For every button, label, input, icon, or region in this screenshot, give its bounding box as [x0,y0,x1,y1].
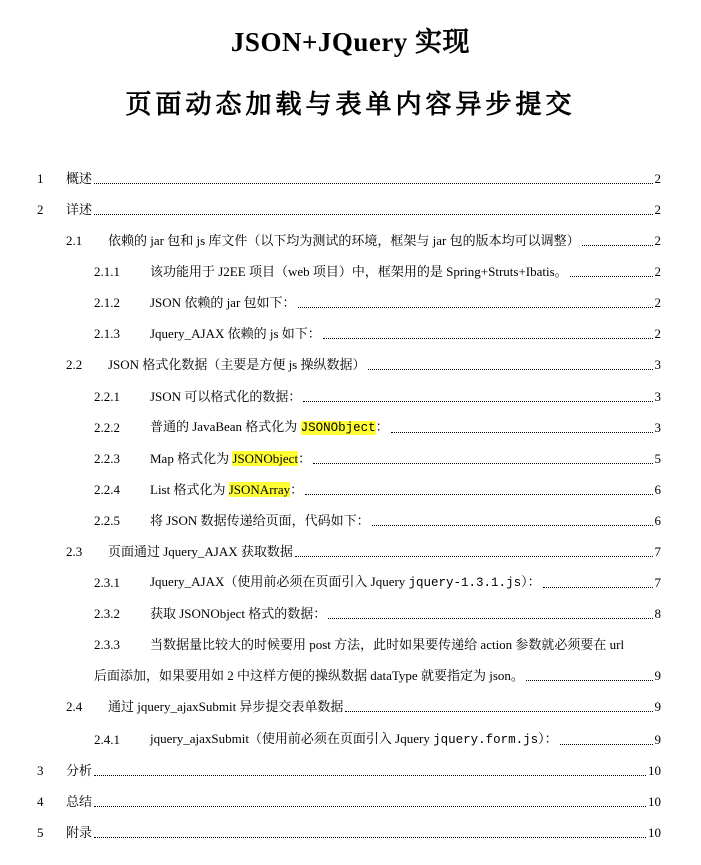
toc-text-part: ： [290,482,304,497]
toc-number: 2.2.4 [94,482,120,497]
toc-text-part: jquery_ajaxSubmit（使用前必须在页面引入 Jquery [150,731,434,746]
toc-page-number: 9 [654,732,661,747]
toc-entry-2-3-2[interactable] [94,605,661,623]
toc-page-number: 2 [654,295,661,310]
toc-text-part: List 格式化为 [150,482,229,497]
toc-number: 2.4.1 [94,732,120,747]
toc-text: 总结 [66,794,93,809]
toc-number: 2.3 [66,544,83,559]
toc-entry-2[interactable] [37,201,661,219]
code-filename: jquery-1.3.1.js [408,576,522,590]
toc-text: 该功能用于 J2EE 项目（web 项目）中，框架用的是 Spring+Struts+Ibatis。 [150,264,568,279]
toc-entry-5[interactable] [37,824,661,842]
toc-page-number: 10 [648,825,661,840]
toc-entry-2-2-2[interactable] [94,419,661,437]
toc-number: 2.1.1 [94,264,120,279]
toc-number: 2 [37,202,44,217]
toc-text: 分析 [66,763,93,778]
toc-number: 2.3.3 [94,637,120,652]
toc-number: 2.2.1 [94,389,120,404]
toc-number: 2.3.2 [94,606,120,621]
toc-entry-2-1[interactable] [66,232,661,250]
toc-number: 1 [37,171,44,186]
toc-number: 2.1.2 [94,295,120,310]
highlighted-term: JSONArray [228,482,291,497]
toc-page-number: 6 [654,482,661,497]
toc-entry-2-1-3[interactable] [94,325,661,343]
toc-leader [94,806,646,807]
toc-number: 2.4 [66,699,83,714]
toc-leader [94,214,652,215]
toc-number: 2.1.3 [94,326,120,341]
toc-entry-3[interactable] [37,762,661,780]
toc-entry-4[interactable] [37,793,661,811]
toc-leader [560,744,653,745]
toc-leader [582,245,653,246]
toc-text: 后面添加，如果要用如 2 中这样方便的操纵数据 dataType 就要指定为 json。 [94,668,524,683]
toc-number: 2.2.3 [94,451,120,466]
toc-leader [328,618,652,619]
document-title: JSON+JQuery 实现 [230,27,471,57]
toc-page-number: 2 [654,326,661,341]
toc-text-part: Map 格式化为 [150,451,233,466]
toc-leader [94,837,646,838]
toc-leader [303,401,652,402]
toc-page-number: 9 [654,668,661,683]
toc-text: JSON 依赖的 jar 包如下： [150,295,296,310]
toc-number: 4 [37,794,44,809]
toc-text: 概述 [66,171,93,186]
toc-page-number: 8 [654,606,661,621]
toc-entry-2-2-1[interactable] [94,388,661,406]
toc-leader [570,276,653,277]
toc-entry-2-3-3[interactable] [94,636,661,654]
toc-leader [345,711,652,712]
document-subtitle: 页面动态加载与表单内容异步提交 [125,90,576,119]
toc-leader [391,432,653,433]
toc-number: 3 [37,763,44,778]
toc-page-number: 5 [654,451,661,466]
toc-leader [295,556,653,557]
toc-leader [298,307,653,308]
toc-entry-2-3[interactable] [66,543,661,561]
toc-page-number: 7 [654,575,661,590]
toc-text: 附录 [66,825,93,840]
toc-leader [543,587,653,588]
toc-entry-2-2-4[interactable] [94,481,661,499]
toc-number: 2.1 [66,233,83,248]
highlighted-term: JSONObject [232,451,299,466]
toc-entry-1[interactable] [37,170,661,188]
toc-leader [313,463,652,464]
highlighted-term: JSONObject [300,421,376,435]
toc-entry-2-4-1[interactable] [94,731,661,749]
toc-text-part: ）： [521,574,541,589]
toc-number: 2.3.1 [94,575,120,590]
toc-entry-2-4[interactable] [66,698,661,716]
code-filename: jquery.form.js [433,733,539,747]
toc-number: 2.2 [66,357,83,372]
toc-page-number: 3 [654,420,661,435]
toc-text: 将 JSON 数据传递给页面，代码如下： [150,513,370,528]
toc-leader [368,369,653,370]
toc-leader [372,525,653,526]
toc-leader [305,494,652,495]
toc-page-number: 2 [654,202,661,217]
toc-text: 页面通过 Jquery_AJAX 获取数据 [108,544,293,559]
toc-page-number: 3 [654,357,661,372]
toc-text: Jquery_AJAX 依赖的 js 如下： [150,326,321,341]
toc-text-part: ： [375,419,389,434]
toc-text: JSON 可以格式化的数据： [150,389,302,404]
toc-entry-2-2-3[interactable] [94,450,661,468]
toc-number: 2.2.2 [94,420,120,435]
toc-page-number: 2 [654,171,661,186]
toc-text: 获取 JSONObject 格式的数据： [150,606,327,621]
toc-page-number: 9 [654,699,661,714]
toc-leader [94,183,652,184]
toc-text: JSON 格式化数据（主要是方便 js 操纵数据） [108,357,366,372]
toc-page-number: 2 [654,264,661,279]
toc-entry-2-1-2[interactable] [94,294,661,312]
toc-text-part: 普通的 JavaBean 格式化为 [150,419,301,434]
toc-leader [526,680,653,681]
toc-text [150,450,311,468]
toc-entry-2-2-5[interactable] [94,512,661,530]
toc-text [150,730,558,749]
toc-text: 依赖的 jar 包和 js 库文件（以下均为测试的环境，框架与 jar 包的版本均可以调整） [108,233,580,248]
toc-text [150,481,303,499]
toc-page-number: 10 [648,763,661,778]
toc-text: 通过 jquery_ajaxSubmit 异步提交表单数据 [108,699,344,714]
toc-page-number: 3 [654,389,661,404]
toc-number: 5 [37,825,44,840]
toc-leader [323,338,653,339]
toc-text: 当数据量比较大的时候要用 post 方法，此时如果要传递给 action 参数就必须要在 url [150,637,625,652]
toc-number: 2.2.5 [94,513,120,528]
toc-text-part: Jquery_AJAX（使用前必须在页面引入 Jquery [150,574,409,589]
toc-entry-2-2[interactable] [66,356,661,374]
toc-text [150,573,541,592]
toc-entry-2-3-3-cont[interactable] [94,667,661,685]
toc-page-number: 10 [648,794,661,809]
toc-text: 详述 [66,202,93,217]
toc-page-number: 7 [654,544,661,559]
toc-entry-2-1-1[interactable] [94,263,661,281]
toc-text-part: ）： [538,731,558,746]
toc-page-number: 2 [654,233,661,248]
toc-leader [94,775,646,776]
toc-text-part: ： [298,451,312,466]
toc-page-number: 6 [654,513,661,528]
toc-text [150,418,389,437]
toc-entry-2-3-1[interactable] [94,574,661,592]
